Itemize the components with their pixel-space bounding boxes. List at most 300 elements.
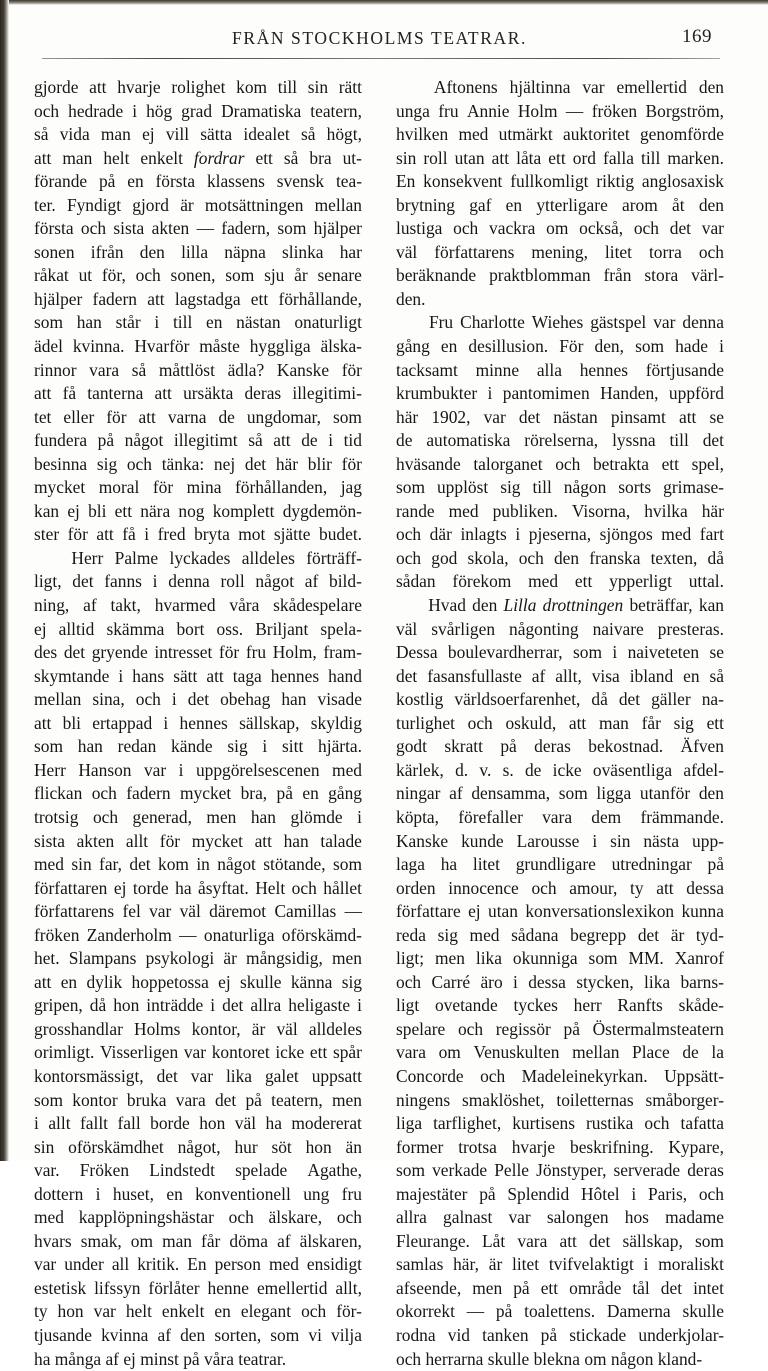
text-line (396, 782, 724, 806)
word: i (144, 524, 150, 545)
word: taga (232, 665, 262, 686)
word: fart (699, 524, 724, 545)
word: men (332, 948, 362, 969)
word: akten (76, 830, 115, 851)
word: na- (701, 689, 724, 710)
word: madame (665, 1207, 724, 1228)
word: om (438, 1042, 461, 1063)
word: sista (113, 218, 145, 239)
word: måttlöst (158, 359, 215, 380)
text-line (396, 547, 724, 571)
word: in (196, 854, 210, 875)
word: laga (396, 854, 425, 875)
word: flickan (34, 783, 83, 804)
word: som (635, 336, 665, 357)
text-line (396, 806, 724, 830)
word: fallt (80, 1113, 109, 1134)
word: och (457, 1018, 484, 1039)
word: en (127, 171, 144, 192)
word: Fyndigt (66, 194, 122, 215)
word: henne (207, 1277, 250, 1298)
text-line (34, 1136, 362, 1160)
word: i (132, 100, 138, 121)
word: ter. (34, 194, 56, 215)
word: publiken. (492, 500, 558, 521)
word: till (277, 77, 298, 97)
word: förhållande, (278, 288, 362, 309)
word: Dramatiska (221, 100, 302, 121)
word: han (76, 312, 102, 333)
word: icke (275, 1042, 305, 1063)
word: nästan (236, 312, 281, 333)
word: någon (563, 477, 607, 498)
word: teatern, (310, 100, 362, 121)
word: Holm (517, 100, 558, 121)
text-line (34, 453, 362, 477)
word: sin (71, 854, 92, 875)
word: nästan (553, 406, 598, 427)
text-line (34, 1041, 362, 1065)
word: författarens (434, 241, 515, 262)
word: d. (455, 759, 469, 780)
word: visade (317, 689, 362, 710)
text-line (396, 1089, 724, 1113)
word: Herr (34, 759, 66, 780)
word: sådan (396, 571, 436, 592)
word: hennes (179, 712, 228, 733)
word: salongen (546, 1207, 609, 1228)
text-line (396, 1065, 724, 1089)
word: vara (175, 1089, 206, 1110)
header-rule (42, 58, 720, 59)
word: Place (632, 1042, 670, 1063)
word: och (92, 806, 119, 827)
word: gaf (469, 194, 492, 215)
word: det (129, 854, 151, 875)
text-line (396, 1159, 724, 1183)
text-line (34, 382, 362, 406)
word: se (709, 642, 724, 663)
word: gäller (651, 689, 691, 710)
word: fadern, (221, 218, 271, 239)
word: Agathe, (307, 1160, 362, 1181)
word: är (488, 1254, 503, 1275)
word: lustiga (396, 218, 443, 239)
word: kontorsmässigt, (34, 1065, 144, 1086)
word: onaturliga (203, 924, 275, 945)
word: kom (236, 77, 268, 97)
word: ut- (342, 147, 362, 168)
word: på (276, 783, 293, 804)
word: Holm, (272, 642, 317, 663)
text-line (396, 1324, 724, 1348)
word: det (214, 1089, 237, 1110)
text-line (34, 476, 362, 500)
text-line (396, 500, 724, 524)
word: förhållanden, (234, 477, 328, 498)
word: ett (255, 147, 273, 168)
word: komplett (212, 500, 275, 521)
word: det (187, 689, 210, 710)
word: var (143, 759, 167, 780)
word: det (156, 1065, 178, 1086)
word: ej (468, 901, 481, 922)
word: denna (168, 571, 210, 592)
word: låta (516, 147, 542, 168)
word: serverade (613, 1160, 681, 1181)
text-line (34, 147, 362, 171)
word: roll (220, 571, 245, 592)
word: som (396, 477, 425, 498)
word: och (518, 547, 544, 568)
word: toiletternas (556, 1089, 634, 1110)
word: franska (589, 547, 641, 568)
word: idealet (243, 124, 290, 145)
word: det (222, 995, 244, 1016)
word: grimase- (663, 477, 724, 498)
word: ha (440, 854, 458, 875)
word: skåde- (678, 995, 724, 1016)
word: visa (591, 665, 620, 686)
word: som (270, 1324, 300, 1345)
word: person (214, 1254, 261, 1275)
word: den, (594, 336, 624, 357)
word: marken. (667, 147, 724, 168)
word: i (487, 383, 493, 404)
word: underkjolar- (638, 1324, 724, 1345)
text-line (34, 830, 362, 854)
word: var (34, 1254, 57, 1275)
text-line (34, 924, 362, 948)
word: oskuld, (505, 712, 557, 733)
text-line (396, 594, 724, 618)
word: och (633, 218, 659, 239)
word: tvifvelaktigt (548, 1254, 634, 1275)
word: galnast (443, 1207, 493, 1228)
word: den (472, 595, 498, 616)
word: Jönstyper, (536, 1160, 607, 1181)
word: torra (648, 241, 682, 262)
word: förefaller (458, 806, 523, 827)
paragraph-indent (396, 311, 422, 335)
word: litet (472, 854, 500, 875)
text-line (34, 594, 362, 618)
word: sådana (511, 924, 559, 945)
word: illegitimt (173, 430, 238, 451)
word: dessa (528, 971, 566, 992)
text-line (396, 194, 724, 218)
word: alltid (58, 618, 95, 639)
text-line (396, 759, 724, 783)
word: område (569, 1277, 622, 1298)
word: där (429, 524, 452, 545)
word: sista (34, 830, 65, 851)
line-text: och herrarna skulle blekna om någon kland- (396, 1348, 703, 1369)
word: kvinna (101, 1324, 149, 1345)
word: att (34, 971, 52, 992)
word: väl (276, 1018, 298, 1039)
word: sig (227, 736, 248, 757)
word: MM. (628, 948, 664, 969)
text-line (34, 1159, 362, 1183)
word: gång (328, 783, 362, 804)
word: kan (698, 595, 724, 616)
word: nära (140, 500, 171, 521)
word: stötande, (263, 854, 326, 875)
text-line (34, 194, 362, 218)
word: En (187, 1254, 207, 1275)
word: orimligt. (34, 1042, 95, 1063)
word: ovetande (434, 995, 498, 1016)
word: i (34, 1113, 39, 1134)
text-line (34, 523, 362, 547)
word: var (483, 406, 506, 427)
text-line (396, 735, 724, 759)
text-line (396, 924, 724, 948)
text-line (396, 382, 724, 406)
word: är (251, 1018, 266, 1039)
word: Lindstedt (149, 1160, 215, 1181)
text-line (34, 570, 362, 594)
word: unga (396, 100, 430, 121)
word: regissör (495, 1018, 551, 1039)
word: ett (548, 147, 566, 168)
word: hvarje (511, 1136, 556, 1157)
word: varna (167, 406, 207, 427)
word: med (458, 124, 489, 145)
word: gjorde (34, 77, 79, 97)
word: hedrade (68, 100, 124, 121)
word: kostlig (396, 689, 444, 710)
word: för (341, 453, 362, 474)
word: ej (67, 500, 80, 521)
word: hennes (579, 359, 628, 380)
word: den (180, 1324, 206, 1345)
word: det (589, 1230, 611, 1251)
word: var. (34, 1160, 60, 1181)
word: än (345, 1136, 362, 1157)
word: borde (150, 1113, 190, 1134)
line-text: ha många af ej minst på våra teatrar. (34, 1348, 287, 1369)
word: allt (125, 830, 149, 851)
word: med (448, 500, 479, 521)
word: okorrekt (396, 1301, 455, 1322)
word: är (670, 924, 685, 945)
word: Carré (431, 971, 471, 992)
word: sina, (92, 689, 125, 710)
word: förekom (452, 571, 512, 592)
word: Charlotte (460, 312, 525, 333)
word: samlas (396, 1254, 444, 1275)
text-line (34, 500, 362, 524)
word: i (262, 736, 268, 757)
word: talorganet (473, 453, 543, 474)
word: något (255, 571, 295, 592)
word: alldeles (308, 1018, 362, 1039)
word: på (563, 1018, 580, 1039)
word: det (72, 571, 94, 592)
word: gripen, (34, 995, 83, 1016)
word: är (180, 194, 194, 215)
text-line (396, 264, 724, 288)
word: alldeles (241, 547, 295, 568)
word: då (89, 995, 107, 1016)
word: Pelle (494, 1160, 530, 1181)
word: rande (396, 500, 435, 521)
text-line (34, 782, 362, 806)
word: han (250, 806, 276, 827)
word: bra (309, 147, 332, 168)
word: att (34, 383, 52, 404)
word: en (302, 783, 319, 804)
word: mellan (34, 689, 82, 710)
word: deras (687, 1160, 724, 1181)
text-line (396, 335, 724, 359)
word: — (466, 1301, 485, 1322)
word: moraliskt (658, 1254, 724, 1275)
word: i (513, 971, 518, 992)
word: ord (572, 147, 596, 168)
word: sig (341, 971, 362, 992)
word: sin (610, 830, 631, 851)
word: att (254, 830, 272, 851)
word: Palme (114, 547, 159, 568)
word: kan (34, 500, 60, 521)
word: mellan (314, 194, 362, 215)
word: spela- (320, 618, 362, 639)
word: världsoerfarenhet, (454, 689, 581, 710)
word: däremot (209, 901, 267, 922)
word: på (500, 736, 517, 757)
word: fordrar (193, 147, 245, 168)
word: krumbukter (396, 383, 478, 404)
word: ett (661, 453, 679, 474)
word: nog (178, 500, 205, 521)
word: kapplöpningshästar (78, 1207, 214, 1228)
word: Annie (466, 100, 510, 121)
word: han (281, 689, 307, 710)
word: talade (320, 830, 362, 851)
text-line (34, 947, 362, 971)
word: och (698, 1183, 724, 1204)
word: senare (317, 265, 362, 286)
word: här (701, 500, 724, 521)
word: främmande. (640, 806, 724, 827)
word: måste (199, 336, 240, 357)
word: far, (99, 854, 122, 875)
word: kurtisens (512, 1113, 575, 1134)
word: brytning (396, 194, 455, 215)
word: densamma, (471, 783, 551, 804)
text-line (396, 1348, 724, 1371)
word: fasansfullaste (427, 665, 522, 686)
word: mycket (180, 783, 232, 804)
word: ty (34, 1301, 48, 1322)
word: För (559, 336, 584, 357)
word: dylik (86, 971, 123, 992)
text-line (396, 1183, 724, 1207)
word: hur (234, 1136, 258, 1157)
text-line (34, 712, 362, 736)
word: så (300, 124, 316, 145)
text-line (396, 1277, 724, 1301)
word: den (698, 783, 724, 804)
line-text: den. (396, 288, 426, 309)
word: smak, (80, 1230, 122, 1251)
text-line (34, 547, 362, 571)
word: och (301, 1301, 327, 1322)
word: spelare (396, 1018, 446, 1039)
word: för (218, 642, 240, 663)
text-line (34, 994, 362, 1018)
word: värl- (691, 265, 724, 286)
word: deras (534, 736, 571, 757)
word: lagstadga (174, 288, 241, 309)
word: bli (88, 500, 107, 521)
text-line (34, 900, 362, 924)
word: fullkomligt (510, 171, 589, 192)
word: af (157, 1324, 172, 1345)
word: kunna (681, 901, 724, 922)
word: år (294, 265, 308, 286)
text-line (34, 1230, 362, 1254)
word: något (124, 430, 164, 451)
word: reda (396, 924, 426, 945)
text-line (396, 476, 724, 500)
word: för (159, 830, 181, 851)
word: tarflighet, (433, 1113, 502, 1134)
word: i (210, 995, 216, 1016)
word: till (669, 430, 689, 451)
word: för (341, 359, 362, 380)
word: fröken (591, 100, 638, 121)
word: i (357, 806, 362, 827)
word: kom (158, 854, 189, 875)
word: nej (213, 453, 236, 474)
word: obehag (220, 689, 271, 710)
word: en (683, 665, 700, 686)
word: ett (114, 500, 133, 521)
word: upp- (692, 830, 724, 851)
text-line (396, 100, 724, 124)
word: Östermalmsteatern (592, 1018, 724, 1039)
word: deras (244, 383, 282, 404)
word: det (637, 924, 660, 945)
word: hvilken (396, 124, 449, 145)
text-line (34, 100, 362, 124)
word: så (131, 359, 147, 380)
word: Visorna, (571, 500, 631, 521)
word: att (34, 147, 52, 168)
word: också, (579, 218, 624, 239)
word: god (431, 547, 458, 568)
word: 1902, (431, 406, 471, 427)
word: sin (307, 77, 329, 97)
word: fadern (126, 783, 171, 804)
word: var (183, 1042, 207, 1063)
word: något, (177, 1136, 221, 1157)
word: har (339, 241, 362, 262)
word: högt, (326, 124, 362, 145)
word: rinnor (34, 359, 77, 380)
text-line (396, 994, 724, 1018)
word: Äfven (680, 736, 724, 757)
word: mellan (572, 1042, 620, 1063)
word: hväsande (396, 453, 461, 474)
word: Visserligen (100, 1042, 179, 1063)
word: de (396, 430, 413, 451)
word: sju (264, 265, 285, 286)
